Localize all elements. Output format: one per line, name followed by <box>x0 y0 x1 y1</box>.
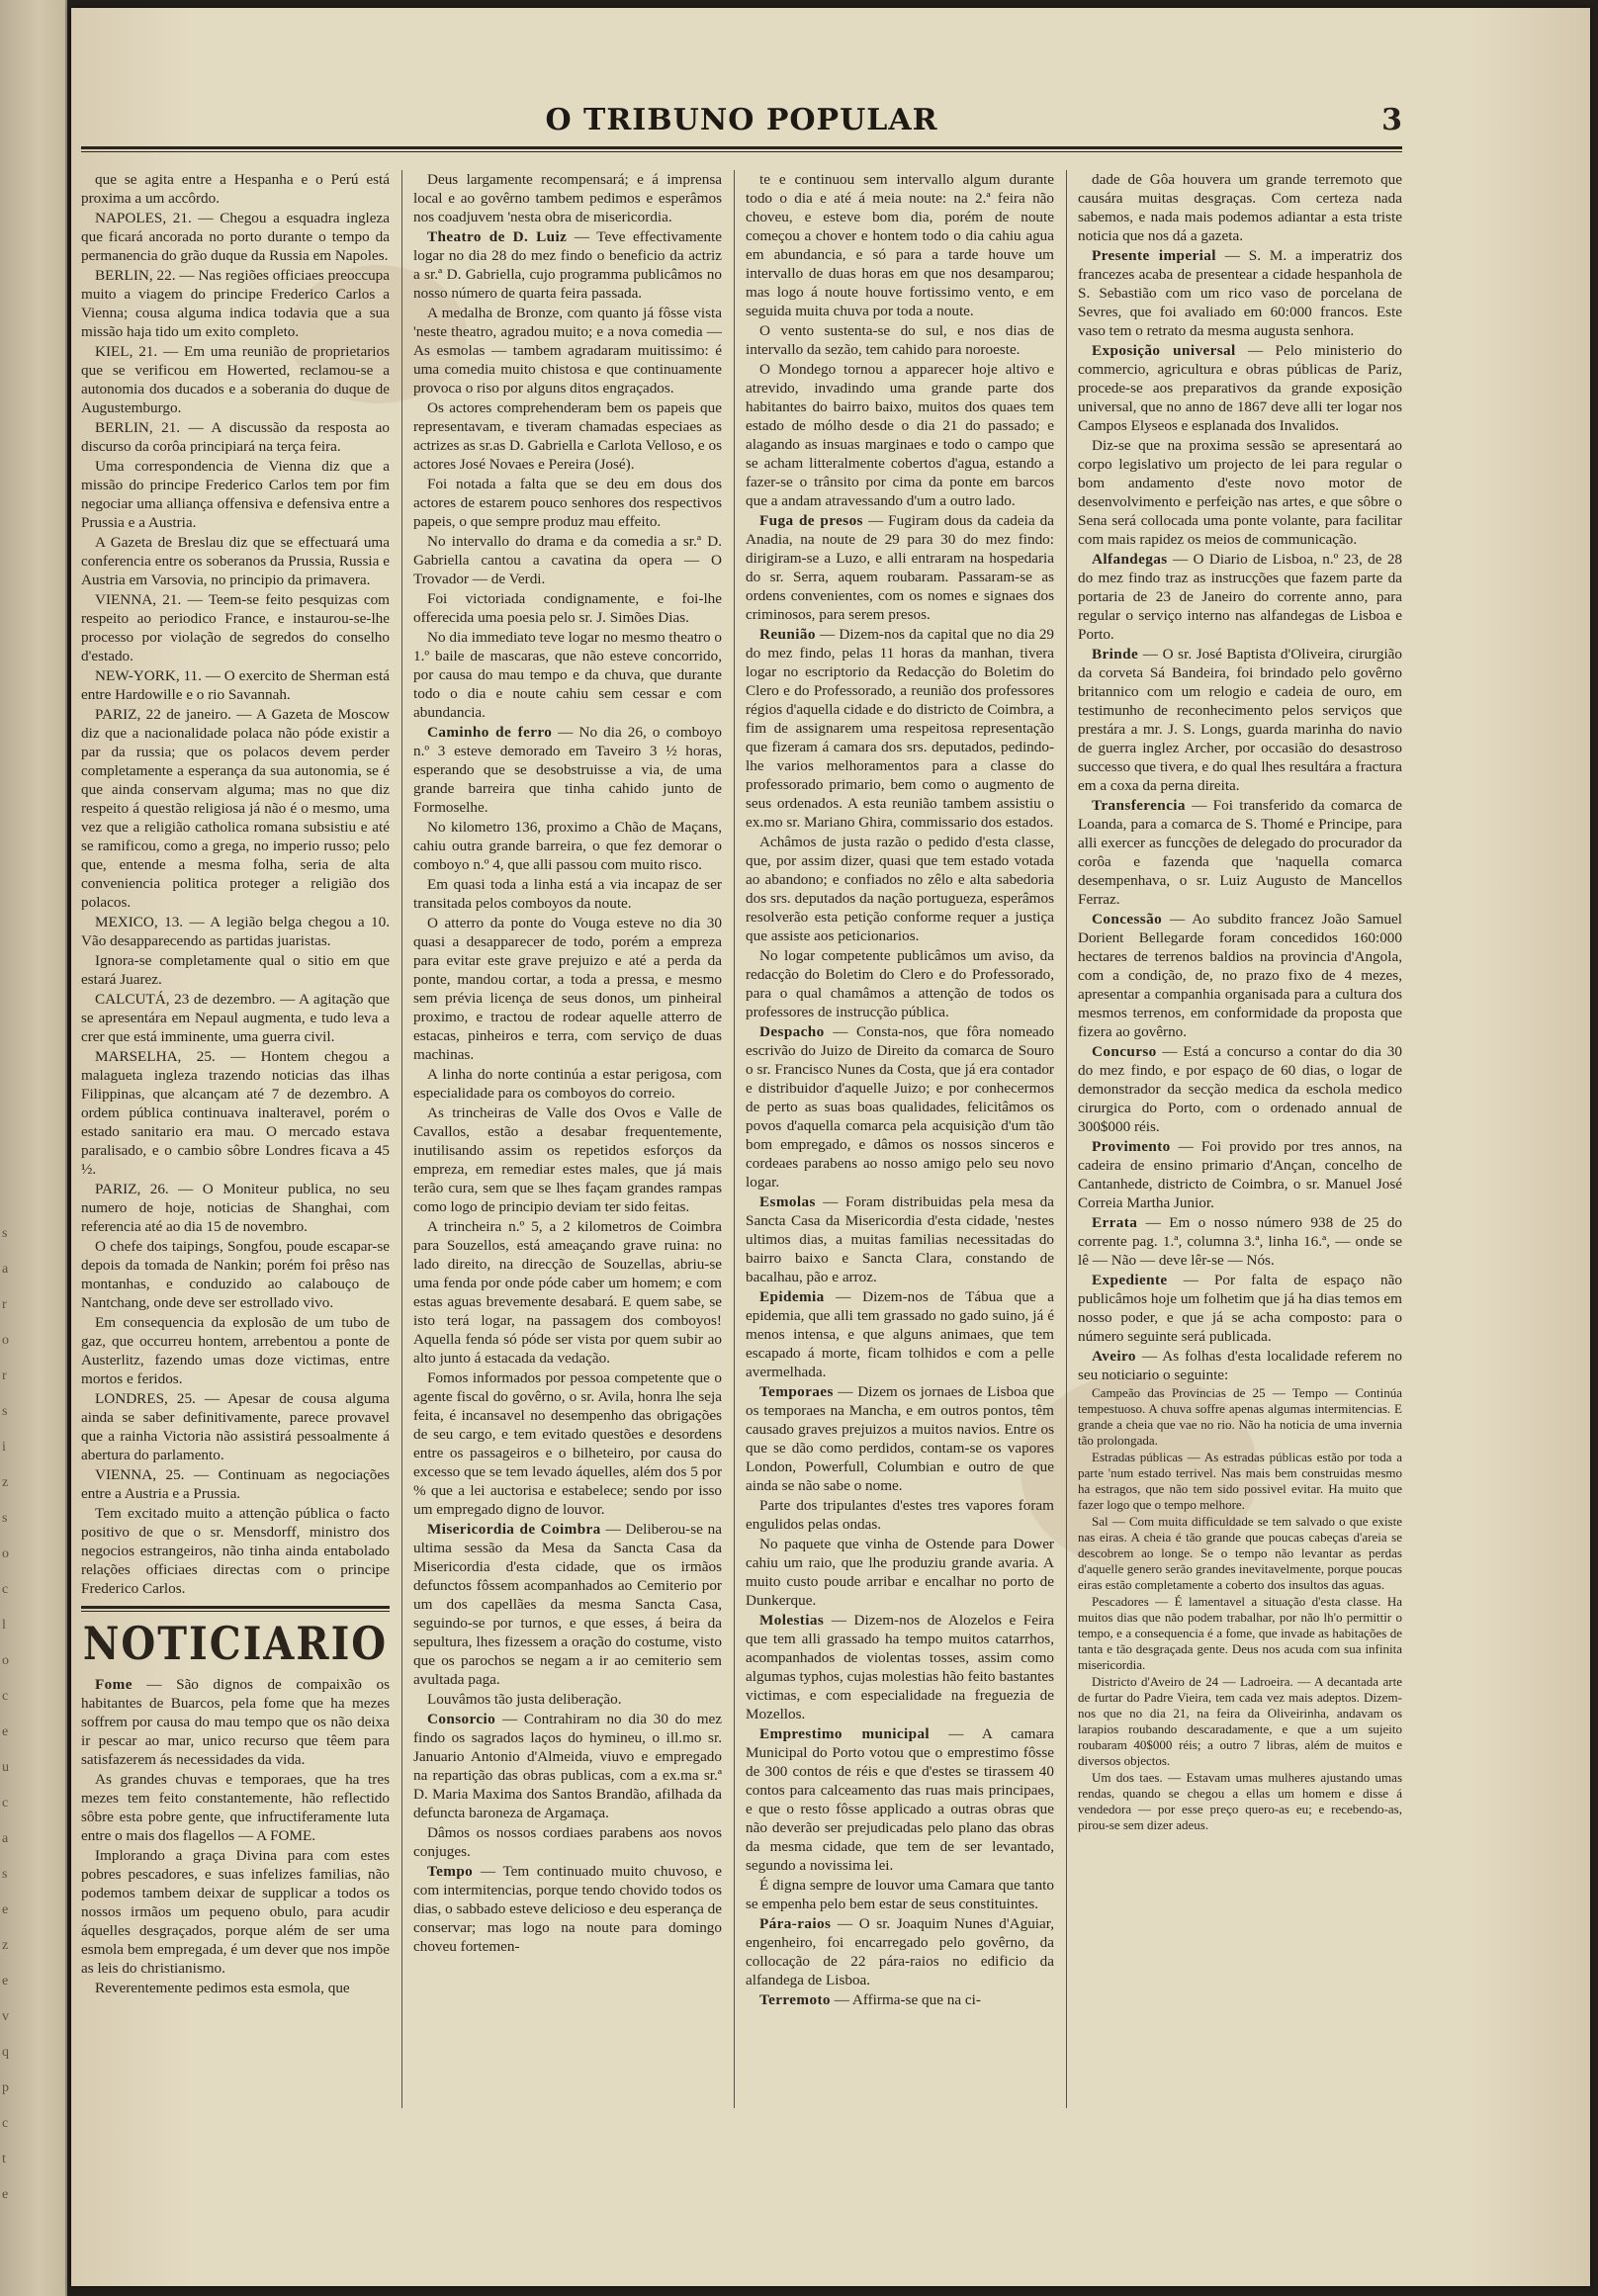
news-headline: Expediente <box>1092 1272 1168 1288</box>
news-headline: Emprestimo municipal <box>759 1725 931 1742</box>
newspaper-title: O TRIBUNO POPULAR <box>545 103 938 137</box>
paragraph <box>81 1313 390 1388</box>
edge-letter: s <box>2 1867 8 1882</box>
edge-letter: r <box>2 1297 7 1312</box>
news-headline: Exposição universal <box>1092 342 1236 359</box>
paragraph <box>81 1180 390 1236</box>
news-text: — Tem continuado muito chuvoso, e com intermitencias, porque tendo chovido todos os dias, o sabbado esteve delicioso e deu esperança de conservar; mas logo na noute para domingo choveu fortemen- <box>413 1863 722 1955</box>
edge-letter: e <box>2 1724 9 1739</box>
paragraph <box>1078 1770 1402 1833</box>
news-text: Estradas públicas — As estradas públicas estão por toda a parte 'num estado terrivel. Nas mais bem construidas mesmo ha estragos, que não tem sido possivel evitar. Ha muito que fazer logo que o tempo melhore. <box>1078 1450 1402 1512</box>
news-text: No intervallo do drama e da comedia a sr.ª D. Gabriella cantou a cavatina da opera — O Trovador — de Verdi. <box>413 533 722 587</box>
masthead <box>81 103 1402 142</box>
news-text: No paquete que vinha de Ostende para Dower cahiu um raio, que lhe produziu grande avaria. A muito custo poude arribar e encalhar no porto de Dunkerque. <box>746 1536 1054 1609</box>
paragraph <box>413 914 722 1064</box>
paragraph <box>413 1823 722 1861</box>
news-item <box>746 625 1054 832</box>
news-text: BERLIN, 21. — A discussão da resposta ao discurso da corôa principiará na terça feira. <box>81 419 390 455</box>
paragraph <box>81 1237 390 1312</box>
paragraph <box>81 342 390 417</box>
news-headline: Terremoto <box>759 1991 831 2008</box>
paragraph <box>1078 170 1402 245</box>
news-headline: Aveiro <box>1092 1348 1136 1365</box>
paragraph <box>413 170 722 226</box>
paragraph <box>746 360 1054 510</box>
news-headline: Reunião <box>759 626 816 643</box>
paragraph <box>1078 1450 1402 1513</box>
paragraph <box>81 457 390 532</box>
noticiario-start <box>81 1675 390 1997</box>
news-item <box>746 1192 1054 1286</box>
paragraph <box>413 1104 722 1216</box>
news-text: te e continuou sem intervallo algum durante todo o dia e até á meia noute: na 2.ª feira não choveu, e esteve bom dia, porém de noute começou a chover e hontem todo o dia cahiu agua em abundancia, e só para a tarde houve um intervallo de duas horas em que nos desamparou; mas logo á noute houve fortissimo vento, e em seguida muita chuva por toda a noute. <box>746 171 1054 319</box>
news-item <box>1078 1213 1402 1270</box>
news-headline: Temporaes <box>759 1383 834 1400</box>
news-text: O chefe dos taipings, Songfou, poude escapar-se depois da tomada de Nankin; porém foi prêso nas montanhas, e conduzido ao calabouço de Nantchang, onde deve ser estrollado vivo. <box>81 1238 390 1311</box>
news-headline: Transferencia <box>1092 797 1186 814</box>
news-headline: Epidemia <box>759 1288 825 1305</box>
news-item <box>746 511 1054 624</box>
news-item <box>413 723 722 817</box>
news-text: — Dizem-nos da capital que no dia 29 do mez findo, pelas 11 horas da manhan, tivera logar no escriptorio da Redacção do Boletim do Clero e do Professorado, a reunião dos professores régios d'aquella cidade e do districto de Coimbra, a fim de assignarem uma respeitosa representação que fizeram á camara dos srs. deputados, pedindo-lhe varios melhoramentos para a classe do professorado primario, bem como o augmento de seus ordenados. A esta reunião tambem assistiu o ex.mo sr. Mariano Ghira, commissario dos estados. <box>746 626 1054 831</box>
news-text: — Contrahiram no dia 30 do mez findo os sagrados laços do hymineu, o ill.mo sr. Januario Antonio d'Almeida, viuvo e empregado na repartição das obras publicas, com a ex.ma sr.ª D. Maria Maxima dos Santos Brandão, afilhada da defuncta baroneza de Argamaça. <box>413 1711 722 1821</box>
news-text: — Deliberou-se na ultima sessão da Mesa da Sancta Casa da Misericordia d'esta cidade, que os irmãos defunctos fôssem acompanhados ao Cemiterio por um dos capellães da mesma Sancta Casa, seguindo-se por turnos, e que esses, á beira da sepultura, lhes fizessem a oração do costume, visto que os parochos se negam a ir ao cemiterio sem avultada paga. <box>413 1521 722 1688</box>
news-item <box>1078 1042 1402 1136</box>
edge-letter: o <box>2 1653 9 1668</box>
news-text: Um dos taes. — Estavam umas mulheres ajustando umas rendas, quando se chegou a ellas um homem e disse á vendedora — por esse preço quero-as eu; e recebendo-as, pirou-se sem dizer adeus. <box>1078 1770 1402 1832</box>
news-text: Achâmos de justa razão o pedido d'esta classe, que, por assim dizer, quasi que tem estado votada ao abandono; e confiados no zêlo e alta sabedoria dos srs. deputados da nação portugueza, esperâmos resolverão esta petição conforme requer a justiça que assiste aos peticionarios. <box>746 834 1054 944</box>
news-item <box>81 1675 390 1769</box>
paragraph <box>746 1496 1054 1534</box>
news-text: — Affirma-se que na ci- <box>834 1991 981 2008</box>
paragraph <box>746 833 1054 945</box>
news-text: As grandes chuvas e temporaes, que ha tres mezes tem feito constantemente, hão reflectido sôbre esta pobre gente, que infructiferamente luta entre o mais dos flagellos — A FOME. <box>81 1771 390 1844</box>
paragraph <box>413 304 722 397</box>
news-item <box>1078 1137 1402 1212</box>
paragraph <box>81 1979 390 1997</box>
edge-letter: s <box>2 1511 8 1526</box>
paragraph <box>81 533 390 589</box>
column-divider <box>401 170 402 2108</box>
news-text: As trincheiras de Valle dos Ovos e Valle de Cavallos, estão a desabar frequentemente, inutilisando assim os repetidos esforços da empreza, em remediar estes males, que já mais terão cura, sem que se lhes façam grandes rampas como logo de principio deviam ter sido feitas. <box>413 1104 722 1215</box>
news-item <box>1078 1347 1402 1384</box>
edge-letter: e <box>2 1974 9 1988</box>
news-headline: Misericordia de Coimbra <box>427 1521 601 1538</box>
news-headline: Tempo <box>427 1863 474 1880</box>
paragraph <box>81 170 390 208</box>
paragraph <box>81 666 390 704</box>
news-text: — O Diario de Lisboa, n.º 23, de 28 do mez findo traz as instrucções que fazem parte da portaria de 23 de Janeiro do corrente anno, para regular o serviço interno nas alfandegas de Lisboa e Porto. <box>1078 551 1402 643</box>
news-text: — Dizem os jornaes de Lisboa que os temporaes na Mancha, e em outros pontos, têm causado graves prejuizos a muitos navios. Entre os que se dão como perdidos, contam-se os vapores London, Powerfull, Columbian e outro de que ainda se não sabe o nome. <box>746 1383 1054 1494</box>
paragraph <box>413 398 722 474</box>
news-text: VIENNA, 25. — Continuam as negociações entre a Austria e a Prussia. <box>81 1466 390 1502</box>
paragraph <box>81 266 390 341</box>
edge-letter: c <box>2 1582 9 1597</box>
paragraph <box>1078 1385 1402 1449</box>
news-text: A Gazeta de Breslau diz que se effectuará uma conferencia entre os soberanos da Prussia, Russia e Austria em Varsovia, no principio da primavera. <box>81 534 390 588</box>
paragraph <box>413 532 722 588</box>
column-2 <box>413 170 722 2207</box>
edge-letter: l <box>2 1618 6 1633</box>
news-text: O vento sustenta-se do sul, e nos dias de intervallo da sezão, tem cahido para noroeste. <box>746 322 1054 358</box>
news-item <box>746 1914 1054 1989</box>
news-item <box>1078 246 1402 340</box>
news-item <box>746 1990 1054 2009</box>
paragraph <box>413 628 722 722</box>
news-text: — Foi transferido da comarca de Loanda, para a comarca de S. Thomé e Principe, para alli exercer as funcções de delegado do procurador da corôa e fazenda que 'naquella comarca desempenhava, o sr. Luiz Augusto de Mancellos Ferraz. <box>1078 797 1402 908</box>
paragraph <box>746 1876 1054 1913</box>
news-headline: Fuga de presos <box>759 512 863 529</box>
section-title-noticiario: NOTICIARIO <box>82 1617 389 1671</box>
paragraph <box>1078 1514 1402 1593</box>
paragraph <box>413 818 722 874</box>
edge-letter: e <box>2 1902 9 1917</box>
news-text: NEW-YORK, 11. — O exercito de Sherman está entre Hardowille e o rio Savannah. <box>81 667 390 703</box>
news-text: — Por falta de espaço não publicâmos hoje um folhetim que já ha dias temos em nosso poder, e que já se acha composto: para o número seguinte será publicada. <box>1078 1272 1402 1345</box>
news-item <box>1078 910 1402 1041</box>
edge-letter: t <box>2 2152 6 2166</box>
news-text: — Fugiram dous da cadeia da Anadia, na noute de 29 para 30 do mez findo: dirigiram-se a Luzo, e alli entraram na hospedaria do sr. Serra, aquem roubaram. Passaram-se as ordens convenientes, com os nomes e signaes dos criminosos, para serem presos. <box>746 512 1054 623</box>
paragraph <box>413 1369 722 1519</box>
news-text: — São dignos de compaixão os habitantes de Buarcos, pela fome que ha mezes soffrem por causa do mau tempo que os não deixa ir pescar ao mar, unico recurso que têem para satisfazerem ás necessidades da vida. <box>81 1676 390 1768</box>
news-text: Os actores comprehenderam bem os papeis que representavam, e tiveram chamadas especiaes as actrizes as sr.as D. Gabriella e Carlota Velloso, e os actores José Novaes e Pereira (José). <box>413 399 722 473</box>
news-text: — As folhas d'esta localidade referem no seu noticiario o seguinte: <box>1078 1348 1402 1383</box>
paragraph <box>81 951 390 989</box>
edge-letter: e <box>2 2187 9 2202</box>
news-text: É digna sempre de louvor uma Camara que tanto se empenha pelo bem estar de seus constituintes. <box>746 1877 1054 1912</box>
paragraph <box>1078 1594 1402 1673</box>
news-text: O Mondego tornou a apparecer hoje altivo e atrevido, invadindo uma grande parte dos habitantes do bairro baixo, muitos dos quaes tem estado de mólho desde o dia 21 do passado; e alagando as insuas marginaes e todo o campo que se acham litteralmente cobertos d'agua, estando a fazer-se o trânsito por cima da ponte em barcos que a andam atravessando d'um a outro lado. <box>746 361 1054 509</box>
column-4 <box>1078 170 1402 2207</box>
news-text: BERLIN, 22. — Nas regiões officiaes preoccupa muito a viagem do principe Frederico Carlos a Vienna; cousa alguma indica todavia que a sua missão haja tido um exito completo. <box>81 267 390 340</box>
news-headline: Provimento <box>1092 1138 1171 1155</box>
news-text: Em quasi toda a linha está a via incapaz de ser transitada pelos comboyos da noute. <box>413 876 722 912</box>
paragraph <box>746 946 1054 1021</box>
news-text: Tem excitado muito a attenção pública o facto positivo de que o sr. Mensdorff, ministro dos negocios estrangeiros, não tinha ainda entabolado relações officiaes directas com o principe Frederico Carlos. <box>81 1505 390 1597</box>
news-text: CALCUTÁ, 23 de dezembro. — A agitação que se apresentára em Nepaul augmenta, e tudo leva a crer que está imminente, uma guerra civil. <box>81 991 390 1045</box>
news-text: No kilometro 136, proximo a Chão de Maçans, cahiu outra grande barreira, o que fez demorar o comboyo n.º 4, que alli passou com muito risco. <box>413 819 722 873</box>
paragraph <box>413 1217 722 1368</box>
paragraph <box>81 913 390 950</box>
news-item <box>746 1611 1054 1723</box>
news-text: NAPOLES, 21. — Chegou a esquadra ingleza que ficará ancorada no porto durante o tempo da permanencia do grão duque da Russia em Napoles. <box>81 210 390 264</box>
news-headline: Presente imperial <box>1092 247 1216 264</box>
news-text: Foi notada a falta que se deu em dous dos actores de estarem pouco senhores dos respectivos papeis, o que sempre produz mau effeito. <box>413 476 722 530</box>
section-rule <box>81 1606 390 1612</box>
news-headline: Molestias <box>759 1612 825 1629</box>
column-divider <box>734 170 735 2108</box>
news-text: Louvâmos tão justa deliberação. <box>427 1691 622 1708</box>
news-text: — S. M. a imperatriz dos francezes acaba de presentear a cidade hespanhola de S. Sebastião com um rico vaso de porcelana de Sevres, que foi avaliado em 60:000 francos. Este vaso tem o retrato da mesma augusta senhora. <box>1078 247 1402 339</box>
paragraph <box>81 1846 390 1978</box>
news-item <box>413 1520 722 1689</box>
news-text: PARIZ, 26. — O Moniteur publica, no seu numero de hoje, noticias de Shanghai, com referencia até ao dia 15 de novembro. <box>81 1181 390 1235</box>
news-text: — No dia 26, o comboyo n.º 3 esteve demorado em Taveiro 3 ½ horas, esperando que se desobstruisse a via, de uma grande barreira que tinha cahido junto de Formoselhe. <box>413 724 722 816</box>
news-text: Sal — Com muita difficuldade se tem salvado o que existe nas eiras. A cheia é tão grande que poucas cabeças d'areia se descobrem ao longe. Se o tempo não levantar as perdas d'aquelle genero serão grandes inevitavelmente, porque poucas eiras estão completamente a coberto dos insultos das aguas. <box>1078 1514 1402 1592</box>
paragraph <box>81 990 390 1046</box>
news-text: Em consequencia da explosão de um tubo de gaz, que occurreu hontem, arrebentou a ponte de Austerlitz, fazendo umas doze victimas, entre mortos e feridos. <box>81 1314 390 1387</box>
paragraph <box>413 875 722 913</box>
news-headline: Despacho <box>759 1023 825 1040</box>
news-text: VIENNA, 21. — Teem-se feito pesquizas com respeito ao periodico France, e instaurou-se-lhe processo por violação de segredos do conselho d'estado. <box>81 591 390 664</box>
paragraph <box>81 590 390 665</box>
news-text: Fomos informados por pessoa competente que o agente fiscal do govêrno, o sr. Avila, honra lhe seja feita, é incansavel no desempenho das obrigações de seu cargo, e tem evitado questões e desordens entre os passageiros e o bilheteiro, por causa do excesso que se tem levado áquelles, além dos 5 por % que a lei auctorisa e estabelece; sendo por isso um empregado digno de louvor. <box>413 1369 722 1518</box>
news-headline: Brinde <box>1092 646 1139 662</box>
edge-letter: c <box>2 2116 9 2131</box>
news-item <box>746 1382 1054 1495</box>
news-headline: Theatro de D. Luiz <box>427 228 568 245</box>
news-text: Parte dos tripulantes d'estes tres vapores foram engulidos pelas ondas. <box>746 1497 1054 1533</box>
news-text: Districto d'Aveiro de 24 — Ladroeira. — A decantada arte de furtar do Padre Vieira, tem cada vez mais adeptos. Dizem-nos que no dia 21, na feira da Oliveirinha, andavam os larapios roubando descaradamente, e que a um sujeito roubaram 40$000 réis; a outro 7 libras, além de muitos e diversos objectos. <box>1078 1674 1402 1768</box>
news-text: KIEL, 21. — Em uma reunião de proprietarios que se verificou em Howerted, reclamou-se a autonomia dos ducados e a soberania do duque de Augustemburgo. <box>81 343 390 416</box>
edge-letter: a <box>2 1831 9 1846</box>
news-headline: Esmolas <box>759 1193 816 1210</box>
news-text: Foi victoriada condignamente, e foi-lhe offerecida uma poesia pelo sr. J. Simões Dias. <box>413 590 722 626</box>
paragraph <box>413 1690 722 1709</box>
news-text: Ignora-se completamente qual o sitio em que estará Juarez. <box>81 952 390 988</box>
column-4-articles <box>1078 170 1402 1384</box>
news-text: O atterro da ponte do Vouga esteve no dia 30 quasi a desapparecer de todo, porém a empreza para evitar este grave prejuizo e até a perda da ponte, mandou cortar, a toda a pressa, e mesmo sem prévia licença de seus donos, um pinheiral proximo, e tractou de rodear aquelle atterro de estacas, pinheiros e terra, com serviço de duas machinas. <box>413 915 722 1063</box>
news-text: Pescadores — É lamentavel a situação d'esta classe. Ha muitos dias que não podem trabalhar, por não lh'o permittir o tempo, e a consequencia é a fome, que invade as habitações de tanta e tão desgraçada gente. Deus nos acuda com sua infinita misericordia. <box>1078 1594 1402 1672</box>
news-text: dade de Gôa houvera um grande terremoto que causára muitas desgraças. Com certeza nada sabemos, e nada mais podemos adiantar a esta triste noticia que nos dá a gazeta. <box>1078 171 1402 244</box>
news-item <box>1078 341 1402 435</box>
news-text: que se agita entre a Hespanha e o Perú está proxima a um accôrdo. <box>81 171 390 207</box>
page-number: 3 <box>1381 103 1402 137</box>
edge-letter: u <box>2 1760 9 1775</box>
news-text: — O sr. José Baptista d'Oliveira, cirurgião da corveta Sá Bandeira, foi brindado pelo govêrno britannico com um relogio e cadeia de ouro, em testimunho de reconhecimento pelos serviços que prestára a mr. J. S. Longs, guarda marinha do navio de guerra inglez Archer, por occasião do desastroso successo que tivera, e do qual lhes resultára a fractura em a coxa da perna direita. <box>1078 646 1402 794</box>
news-item <box>413 1862 722 1956</box>
paragraph <box>81 1504 390 1598</box>
paragraph <box>81 209 390 265</box>
news-text: No dia immediato teve logar no mesmo theatro o 1.º baile de mascaras, que não esteve concorrido, por causa do mau tempo e da chuva, que durante todo o dia e noute cahiu sem cessar e com abundancia. <box>413 629 722 721</box>
news-headline: Fome <box>95 1676 133 1693</box>
news-text: — Foi provido por tres annos, na cadeira de ensino primario d'Ançan, concelho de Cantanhede, districto de Coimbra, o sr. Manuel José Correia Martha Junior. <box>1078 1138 1402 1211</box>
paragraph <box>81 1047 390 1179</box>
news-item <box>1078 550 1402 644</box>
news-text: — Consta-nos, que fôra nomeado escrivão do Juizo de Direito da comarca de Souro o sr. Francisco Nunes da Costa, que já era contador e distribuidor d'aquelle Juizo; e por conhecermos de perto as suas boas qualidades, felicitâmos os povos d'aquella comarca pela acquisição d'um tão bom empregado, e dâmos os nossos sinceros e cordeaes parabens ao nosso amigo pelo seu novo logar. <box>746 1023 1054 1191</box>
paragraph <box>81 705 390 912</box>
edge-letter: p <box>2 2080 9 2095</box>
news-text: Campeão das Provincias de 25 — Tempo — Continúa tempestuoso. A chuva soffre apenas algumas intermitencias. E grande a cheia que vae no rio. Não ha noticia de uma invernia tão prolongada. <box>1078 1385 1402 1448</box>
previous-page-edge <box>0 0 67 2296</box>
news-text: — Ao subdito francez João Samuel Dorient Bellegarde foram concedidos 160:000 hectares de terrenos baldios na provincia d'Angola, com a condição, de, no prazo fixo de 4 mezes, apresentar a companhia organisada para a cultura dos mesmos terrenos, em conformidade da proposta que fizera ao govêrno. <box>1078 911 1402 1040</box>
edge-letter: s <box>2 1226 8 1241</box>
news-headline: Errata <box>1092 1214 1138 1231</box>
edge-letter: v <box>2 2009 9 2024</box>
news-text: Reverentemente pedimos esta esmola, que <box>95 1980 350 1996</box>
news-text: Dâmos os nossos cordiaes parabens aos novos conjuges. <box>413 1824 722 1860</box>
news-text: PARIZ, 22 de janeiro. — A Gazeta de Moscow diz que a nacionalidade polaca não póde existir a par da russia; que os polacos devem perder completamente a esperança da sua autonomia, se é que ainda conservam alguma; mas no que diz respeito á questão religiosa já não é o mesmo, uma vez que a religião catholica romana subsistiu e até se ramificou, como a grega, no imperio russo; pelo que, entende a mesma folha, seria de alta conveniencia politica proteger a religião dos polacos. <box>81 706 390 911</box>
paragraph <box>746 1535 1054 1610</box>
news-headline: Pára-raios <box>759 1915 832 1932</box>
edge-letter: q <box>2 2045 9 2060</box>
news-text: — A camara Municipal do Porto votou que o emprestimo fôsse de 300 contos de réis e que d'estes se tirassem 40 contos para calceamento das ruas mais principaes, e que o resto fôsse applicado a outras obras que não deverão ser prejudicadas pelo plano das obras da mesma cidade, que tem de ser levantado, segundo a novissima lei. <box>746 1725 1054 1874</box>
news-headline: Concessão <box>1092 911 1163 927</box>
news-text: LONDRES, 25. — Apesar de cousa alguma ainda se saber definitivamente, parece provavel que a rainha Victoria não assistirá pessoalmente á abertura do parlamento. <box>81 1390 390 1463</box>
news-text: Diz-se que na proxima sessão se apresentará ao corpo legislativo um projecto de lei para regular o bom andamento d'este novo motor de desenvolvimento e perfeição nas artes, e que sôbre o Sena será collocada uma ponte volante, para facilitar com mais rapidez os meios de communicação. <box>1078 437 1402 548</box>
edge-letter: z <box>2 1938 9 1953</box>
paragraph <box>81 1770 390 1845</box>
edge-letter: r <box>2 1369 7 1383</box>
news-text: — O sr. Joaquim Nunes d'Aguiar, engenheiro, foi encarregado pelo govêrno, da collocação de 22 pára-raios no edificio da alfandega de Lisboa. <box>746 1915 1054 1988</box>
column-3 <box>746 170 1054 2207</box>
news-text: — Pelo ministerio do commercio, agricultura e obras públicas de Pariz, procede-se aos preparativos da grande exposição universal, que no anno de 1867 deve alli ter logar nos Campos Elyseos e esplanada dos Invalidos. <box>1078 342 1402 434</box>
news-text: — Está a concurso a contar do dia 30 do mez findo, e por espaço de 60 dias, o logar de demonstrador da secção medica da eschola medico cirurgica do Porto, com o ordenado annual de 300$000 réis. <box>1078 1043 1402 1135</box>
news-text: — Foram distribuidas pela mesa da Sancta Casa da Misericordia d'esta cidade, 'nestes ultimos dias, a muitas familias necessitadas do bairro baixo e Sancta Clara, constando de bacalhau, pão e arroz. <box>746 1193 1054 1285</box>
news-text: No logar competente publicâmos um aviso, da redacção do Boletim do Clero e do Professorado, para o qual chamâmos a attenção de todos os professores de instrucção pública. <box>746 947 1054 1020</box>
paragraph <box>1078 1674 1402 1769</box>
edge-letter: z <box>2 1475 9 1490</box>
edge-letter: o <box>2 1546 9 1561</box>
news-text: A medalha de Bronze, com quanto já fôsse vista 'neste theatro, agradou muito; e a nova comedia — As esmolas — tambem agradaram muitissimo: é uma comedia muito chistosa e que continuamente provoca o riso por alguns ditos engraçados. <box>413 305 722 397</box>
news-text: MARSELHA, 25. — Hontem chegou a malagueta ingleza trazendo noticias das ilhas Filippinas, que alcançam até 7 de dezembro. A ordem pública continuava inalteravel, porém o estado sanitario era mau. O mercado estava paralisado, e o cambio sôbre Londres ficava a 45 ½. <box>81 1048 390 1178</box>
news-item <box>1078 796 1402 909</box>
telegram-news <box>81 170 390 1598</box>
news-text: Implorando a graça Divina para com estes pobres pescadores, e suas infelizes familias, não podemos tambem deixar de supplicar a todos os nossos irmãos um pequeno obulo, para acudir áquelles desgraçados, porque além de ser uma esmola bem empregada, é um dever que nos impõe as leis do christianismo. <box>81 1847 390 1977</box>
news-text: Deus largamente recompensará; e á imprensa local e ao govêrno tambem pedimos e esperâmos nos coadjuvem 'nesta obra de misericordia. <box>413 171 722 225</box>
paragraph <box>81 1389 390 1464</box>
news-headline: Alfandegas <box>1092 551 1168 568</box>
aveiro-excerpts <box>1078 1385 1402 1833</box>
paragraph <box>81 1465 390 1503</box>
news-item <box>746 1724 1054 1875</box>
news-text: — Em o nosso número 938 de 25 do corrente pag. 1.ª, columna 3.ª, linha 16.ª, — onde se lê — Não — deve lêr-se — Nós. <box>1078 1214 1402 1269</box>
column-divider <box>1066 170 1067 2108</box>
news-text: — Dizem-nos de Alozelos e Feira que tem alli grassado ha tempo muitos catarrhos, acompanhados de violentas tosses, assim como algumas typhos, cujas molestias hão feito bastantes victimas, e com especialidade na freguezia de Mozellos. <box>746 1612 1054 1722</box>
paragraph <box>1078 436 1402 549</box>
edge-letter: o <box>2 1333 9 1348</box>
news-headline: Consorcio <box>427 1711 496 1727</box>
news-item <box>1078 645 1402 795</box>
news-item <box>413 1710 722 1822</box>
news-headline: Concurso <box>1092 1043 1157 1060</box>
news-text: Uma correspondencia de Vienna diz que a missão do principe Frederico Carlos tem por fim negociar uma alliança offensiva e defensiva entre a Prussia e a Austria. <box>81 458 390 531</box>
paragraph <box>746 170 1054 320</box>
edge-letter: s <box>2 1404 8 1419</box>
paragraph <box>413 1065 722 1103</box>
news-text: A linha do norte continúa a estar perigosa, com especialidade para os comboyos do correio. <box>413 1066 722 1102</box>
news-text: MEXICO, 13. — A legião belga chegou a 10. Vão desapparecendo as partidas juaristas. <box>81 914 390 949</box>
news-text: — Dizem-nos de Tábua que a epidemia, que alli tem grassado no gado suino, já é menos intensa, e que alguns animaes, que tem escapado á morte, ficam tolhidos e com a pelle avermelhada. <box>746 1288 1054 1380</box>
edge-letter: i <box>2 1440 6 1455</box>
paragraph <box>413 475 722 531</box>
paragraph <box>81 418 390 456</box>
edge-letter: c <box>2 1689 9 1704</box>
news-item <box>413 227 722 303</box>
paragraph <box>413 589 722 627</box>
news-headline: Caminho de ferro <box>427 724 553 741</box>
news-item <box>746 1022 1054 1192</box>
edge-letter: a <box>2 1262 9 1277</box>
news-text: A trincheira n.º 5, a 2 kilometros de Coimbra para Souzellos, está ameaçando grave ruina: no lado direito, na direcção de Souzellas, abriu-se uma fenda por onde póde caber um homem; e com estas aguas brevemente desabará. E quem sabe, se isto terá logar, na passagem dos comboyos! Aquella fenda só póde ser vista por quem subir ao alto junto á estacada da vedação. <box>413 1218 722 1367</box>
column-1 <box>81 170 390 2207</box>
edge-letter: c <box>2 1796 9 1810</box>
masthead-rule <box>81 146 1402 152</box>
news-item <box>1078 1271 1402 1346</box>
news-text: — Teve effectivamente logar no dia 28 do mez findo o beneficio da actriz a sr.ª D. Gabriella, cujo programma publicâmos no nosso número de quarta feira passada. <box>413 228 722 302</box>
news-item <box>746 1287 1054 1381</box>
paragraph <box>746 321 1054 359</box>
